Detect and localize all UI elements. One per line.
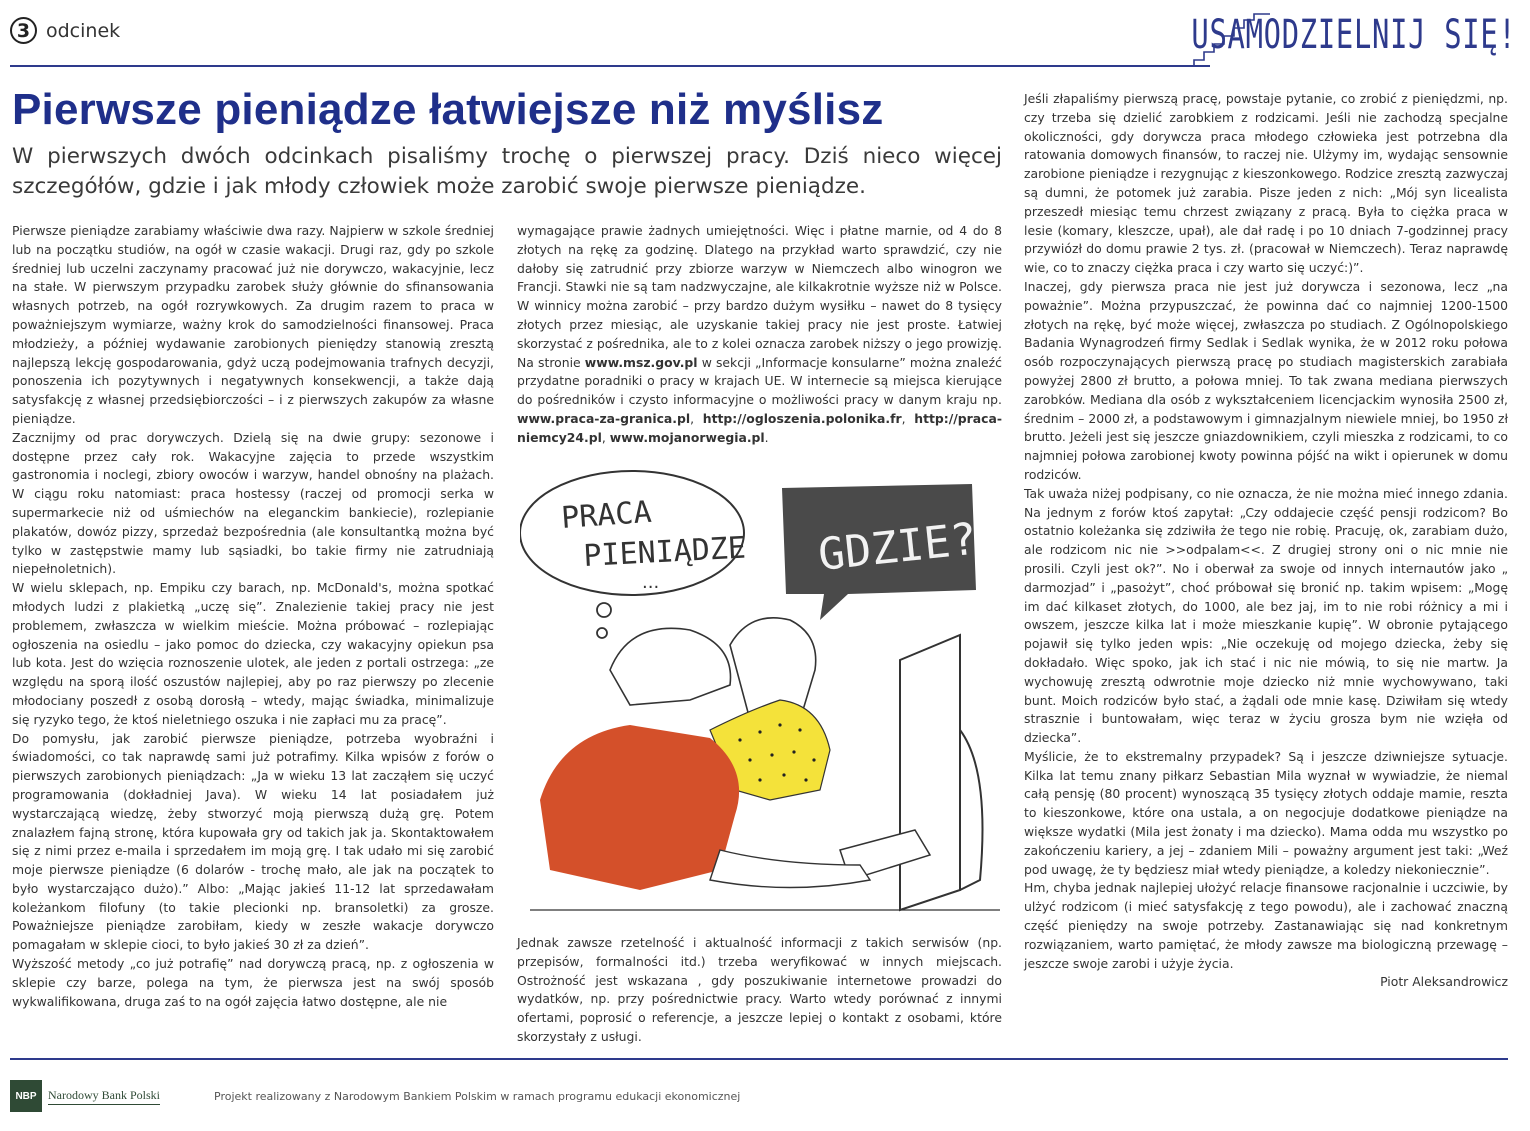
column-2-top (517, 222, 1002, 448)
article-title: Pierwsze pieniądze łatwiejsze niż myślisz (12, 85, 884, 134)
link-mojanorwegia[interactable]: www.mojanorwegia.pl (609, 429, 765, 445)
paragraph: Pierwsze pieniądze zarabiamy właściwie dwa razy. Najpierw w szkole średniej lub na początku studiów, na ogół w czasie wakacji. Drugi raz, gdy po szkole średniej lub uczelni zaczynamy pracować już nie dorywczo, wakacyjnie, lecz na stałe. W pierwszym przypadku zarobek służy głównie do sfinansowania własnych potrzeb, na ogół rozrywkowych. Za drugim razem to praca w poważniejszym wymiarze, ważny krok do samodzielności finansowej. Praca młodzieży, a później wydawanie zarobionych pieniędzy stanowią zresztą najlepszą lekcję gospodarowania, gdyż uczą podejmowania trafnych decyzji, ponoszenia ich pozytywnych i negatywnych konsekwencji, a także dają satysfakcję z własnej przedsiębiorczości – i z pierwszych zakupów za własne pieniądze. (12, 223, 494, 426)
nbp-logo (10, 1080, 160, 1112)
paragraph: Wyższość metody „co już potrafię” nad dorywczą pracą, np. z ogłoszenia w sklepie czy barze, polega na tym, że pierwsza jest na swój sposób wykwalifikowana, druga zaś to na ogół zajęcia łatwo dostępne, ale nie (12, 956, 494, 1009)
paragraph: Zacznijmy od prac dorywczych. Dzielą się na dwie grupy: sezonowe i dostępne przez cały rok. Wakacyjne zajęcia to przede wszystkim gastronomia i noclegi, zbiory owoców i warzyw, handel obnośny na plażach. W ciągu roku natomiast: praca hostessy (raczej od promocji serka w supermarkecie niż od uśmiechów na eleganckim bankiecie), rozlepianie plakatów, dowóz pizzy, sprzedaż bezpośrednia (ale konsultantką można być tylko w zastępstwie mamy lub sąsiadki, bo takie firmy nie zatrudniają niepełnoletnich). (12, 429, 494, 577)
paragraph: W wielu sklepach, np. Empiku czy barach, np. McDonald's, można spotkać młodych ludzi z plakietką „uczę się”. Znalezienie takiej pracy nie jest problemem, zwłaszcza w wielkim mieście. Można próbować – rozlepiając ogłoszenia na osiedlu – jako pomoc do dziecka, czy wakacyjny opiekun psa lub kota. Jest do wzięcia roznoszenie ulotek, ale jeden z portali ostrzega: „ze względu na sporą ilość oszustów najlepiej, aby po raz pierwszy po zlecenie młodociany poszedł z osobą dorosłą – wtedy, mając świadka, minimalizuje się ryzyko tego, że ktoś nieletniego oszuka i nie zapłaci mu za pracę”. (12, 580, 494, 727)
project-note: Projekt realizowany z Narodowym Bankiem Polskim w ramach programu edukacji ekonomicznej (214, 1090, 741, 1103)
paragraph: Myślicie, że to ekstremalny przypadek? Są i jeszcze dziwniejsze sytuacje. Kilka lat temu znany piłkarz Sebastian Mila wyznał w wywiadzie, że niemal całą pensję (80 procent) wynoszącą 35 tysięcy złotych oddaje mamie, reszta to kieszonkowe, które ona ustala, a on negocjuje dodatkowe pieniądze na większe wydatki (Mila jest żonaty i ma dziecko). Mama odda mu wszystko po zakończeniu kariery, a jej – zdaniem Mili – poważny argument jest taki: „Weź pod uwagę, że ty będziesz miał wtedy pieniądze, a koledzy niekoniecznie”. (1024, 748, 1508, 877)
brand-title: USAMODZIELNIJ SIĘ! (1190, 12, 1516, 58)
series-brand (1190, 10, 1516, 70)
paragraph: Tak uważa niżej podpisany, co nie oznacza, że nie można mieć innego zdania. Na jednym z forów ktoś zapytał: „Czy oddajecie część pensji rodzicom? Bo ostatnio koleżanka się zdziwiła że tego nie robię. Pracuję, ok, zarabiam dużo, ale rodzicom nic nie >>odpalam<<. Z drugiej strony oni o nic mnie nie prosili. Czyli jest ok?”. No i oberwał za swoje od innych internautów jako „ darmozjad” i „pasożyt”, choć próbował się bronić np. takim wpisem: „Mogę im dać kilkaset złotych, do 1000, ale bez jaj, im to nie robi różnicy a mi i owszem, jeszcze kilka lat i może mieszkanie kupię”. W obronie pytającego pojawił się tylko jeden wpis: „Nie oczekuję od mojego dziecka, żeby się dokładało. Więc spoko, jak ich stać i nic nie mówią, to się nie martw. Ja wychowuję zresztą odwrotnie moje dziecko niż mnie wychowywano, taki bunt. Moich rodziców było stać, a żądali ode mnie kasę. Dziwiłam się wtedy strasznie i buntowałam, więc teraz w życiu grosza bym nie wzięła od dziecka”. (1024, 485, 1508, 746)
paragraph: Inaczej, gdy pierwsza praca nie jest już dorywcza i sezonowa, lecz „na poważnie”. Można przypuszczać, że powinna dać co najmniej 1200-1500 złotych na rękę, być może więcej, zwłaszcza po studiach. Z Ogólnopolskiego Badania Wynagrodzeń firmy Sedlak i Sedlak wynika, że w 2012 roku połowa osób rozpoczynających pierwszą pracę po studiach magisterskich zarabiała powyżej 2800 zł brutto, a połowa mniej. To tak zwana mediana pierwszych zarobków. Mediana dla osób z wykształceniem licencjackim wynosiła 2500 zł, średnim – 2000 zł, a podstawowym i gimnazjalnym niewiele mniej, bo 1950 zł brutto. Jeżeli jest się jeszcze gniazdownikiem, czyli mieszka z rodzicami, to co najmniej połowa zarobionej kwoty powinna pójść na wikt i opierunek w domu rodziców. (1024, 278, 1508, 482)
column-2-bottom (517, 934, 1002, 1047)
monitor (900, 635, 960, 910)
bubble-right-text: GDZIE? (815, 513, 980, 581)
bubble-left-line1: PRACA (560, 494, 653, 536)
bubble-left-line2: PIENIĄDZE (582, 530, 747, 574)
header-rule (10, 65, 1210, 67)
nbp-logo-mark: NBP (10, 1080, 42, 1112)
text-run: w sekcji „Informacje konsularne” można znaleźć przydatne poradniki o pracy w krajach UE. W internecie są miejsca kierujące do pośredników i czysto informacyjne o możliwości pracy w danym kraju np. (517, 354, 1002, 408)
column-3 (1024, 90, 1508, 992)
link-msz[interactable]: www.msz.gov.pl (584, 354, 698, 370)
link-praca-za-granica[interactable]: www.praca-za-granica.pl (517, 410, 691, 426)
illustration (520, 470, 1005, 915)
thought-dot (597, 603, 611, 617)
paragraph: Do pomysłu, jak zarobić pierwsze pieniądze, potrzeba wyobraźni i świadomości, co tak naprawdę sami już potrafimy. Kilka wpisów z forów o pierwszych zarobionych pieniądzach: „Ja w wieku 13 lat zacząłem się uczyć programowania (dokładniej Java). W wieku 14 lat posiadałem już wystarczającą wiedzę, żeby stworzyć moją pierwszą dużą grę. Potem znalazłem fajną stronę, która kupowała gry od takich jak ja. Skontaktowałem się z nimi przez e-maila i sprzedałem im moją grę. I tak udało mi się zarobić moje pierwsze pieniądze (6 dolarów - trochę mało, ale jak na początek to było wystarczająco dużo).” Albo: „Mając jakieś 11-12 lat sprzedawałam koleżankom filofuny (to takie plecionki np. bransoletki) za grosze. Poważniejsze pieniądze zarobiłam, kiedy w zeszłe wakacje dorywczo pomagałam w sklepie cioci, to było jakieś 30 zł za dzień”. (12, 730, 494, 953)
text-run: wymagające prawie żadnych umiejętności. Więc i płatne marnie, od 4 do 8 złotych na rękę za godzinę. Dlatego na przykład warto sprawdzić, czy nie dałoby się zatrudnić przy zbiorze warzyw w Niemczech albo winogron we Francji. Stawki nie są tam nadzwyczajne, ale kilkakrotnie wyższe niż w Polsce. W winnicy można zarobić – przy bardzo dużym wysiłku – nawet do 8 tysięcy złotych przez miesiąc, ale uzyskanie takiej pracy nie jest proste. Łatwiej skorzystać z pośrednika, ale to z kolei oznacza zarobek niższy o jego prowizję. Na stronie (517, 223, 1002, 370)
link-polonika[interactable]: http://ogloszenia.polonika.fr (702, 410, 902, 426)
article-lead: W pierwszych dwóch odcinkach pisaliśmy trochę o pierwszej pracy. Dziś nieco więcej szczegółów, gdzie i jak młody człowiek może zarobić swoje pierwsze pieniądze. (12, 144, 1002, 199)
boy-hair (610, 628, 731, 705)
footer-rule (10, 1058, 1508, 1060)
bubble-left-dots: ... (642, 572, 660, 593)
column-1 (12, 222, 494, 1011)
paragraph: wymagające prawie żadnych umiejętności. Więc i płatne marnie, od 4 do 8 złotych na rękę za godzinę. Dlatego na przykład warto sprawdzić, czy nie dałoby się zatrudnić przy zbiorze warzyw w Niemczech albo winogron we Francji. Stawki nie są tam nadzwyczajne, ale kilkakrotnie wyższe niż w Polsce. W winnicy można zarobić – przy bardzo dużym wysiłku – nawet do 8 tysięcy złotych przez miesiąc, ale uzyskanie takiej pracy nie jest proste. Łatwiej skorzystać z pośrednika, ale to z kolei oznacza zarobek niższy o jego prowizję. Na stronie www.msz.gov.pl w sekcji „Informacje konsularne” można znaleźć przydatne poradniki o pracy w krajach UE. W internecie są miejsca kierujące do pośredników i czysto informacyjne o możliwości pracy w danym kraju np. www.praca-za-granica.pl, http://ogloszenia.polonika.fr, http://praca-niemcy24.pl, www.mojanorwegia.pl. (517, 223, 1002, 445)
episode-label: odcinek (46, 20, 121, 42)
nbp-logo-name: Narodowy Bank Polski (48, 1088, 160, 1105)
boy-shirt (540, 725, 739, 890)
monitor-stand (960, 730, 983, 890)
link-praca-niemcy[interactable]: http://praca-niemcy24.pl (517, 410, 1002, 445)
thought-dot (597, 628, 607, 638)
paragraph: Jeśli złapaliśmy pierwszą pracę, powstaje pytanie, co zrobić z pieniędzmi, np. czy trzeba się dzielić zarobkiem z rodzicami. Jeśli nie zachodzą specjalne okoliczności, gdy dorywcza praca młodego człowieka jest potrzebna dla ratowania domowych finansów, to raczej nie. Ulżymy im, wydając sensownie zarobione pieniądze i rezygnując z kieszonkowego. Rodzice zresztą zazwyczaj są dumni, że potomek już zarabia. Pisze jeden z nich: „Mój syn licealista przeszedł miesiąc temu chrzest związany z pracą. Była to ciężka praca w lesie (komary, kleszcze, upał), ale dał radę i po 10 dniach 7-godzinnej pracy przywiózł do domu prawie 2 tys. zł. (pracował w Niemczech). Teraz naprawdę wie, co to znaczy ciężka praca i czy warto się uczyć:)”. (1024, 91, 1508, 276)
author-signature: Piotr Aleksandrowicz (1380, 974, 1508, 990)
paragraph: Jednak zawsze rzetelność i aktualność informacji z takich serwisów (np. przepisów, formalności itd.) trzeba weryfikować w innych miejscach. Ostrożność jest wskazana , gdy poszukiwanie internetowe prowadzi do wydatków, np. przy pośrednictwie pracy. Warto wtedy porównać z innymi ofertami, poprosić o referencje, a jeszcze lepiej o kontakt z osobami, które skorzystały z usługi. (517, 935, 1002, 1044)
paragraph: Hm, chyba jednak najlepiej ułożyć relacje finansowe racjonalnie i uczciwie, by ulżyć rodzicom (i mieć satysfakcję z tego powodu), ale i zachować znaczną część pieniędzy na swoje potrzeby. Zastanawiając się nad konkretnym rozwiązaniem, warto pamiętać, że młody zawsze ma biologiczną przewagę – jeszcze swoje zarobi i użyje życia. (1024, 880, 1508, 971)
episode-number: 3 (10, 17, 37, 44)
